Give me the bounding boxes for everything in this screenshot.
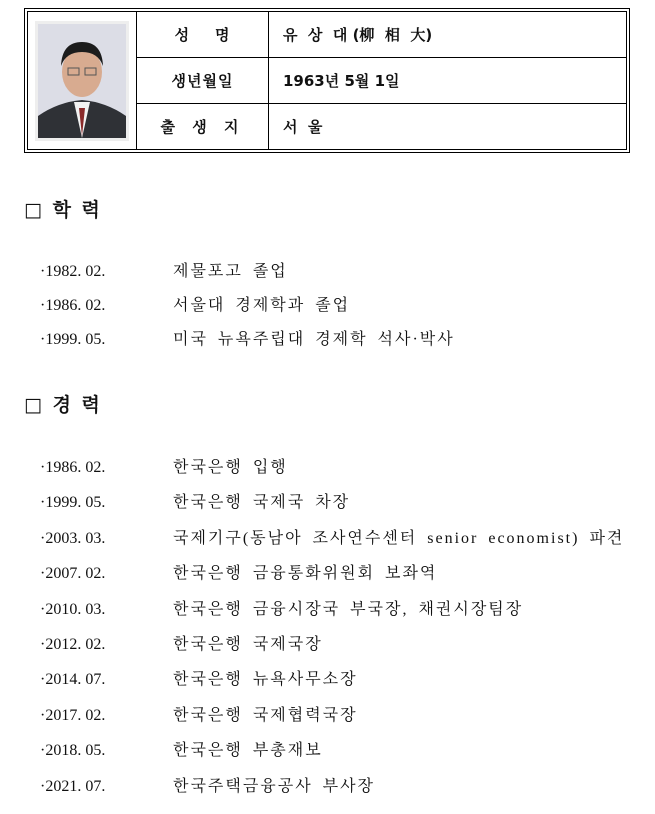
- item-date: ·2017. 02.: [40, 706, 106, 724]
- career-item: [40, 525, 624, 548]
- item-date: ·1999. 05.: [40, 494, 106, 512]
- item-description: 한국은행 뉴욕사무소장: [173, 671, 358, 689]
- career-item: [40, 773, 375, 796]
- education-item: [40, 326, 455, 349]
- item-date: ·2018. 05.: [40, 742, 106, 760]
- item-description: 한국은행 금융통화위원회 보좌역: [173, 565, 438, 583]
- item-date: ·2010. 03.: [40, 600, 106, 618]
- item-description: 한국은행 국제국 차장: [173, 494, 351, 512]
- item-description: 서울대 경제학과 졸업: [173, 297, 351, 314]
- career-item: [40, 596, 523, 619]
- item-description: 한국은행 입행: [173, 459, 288, 476]
- profile-table: [24, 8, 630, 153]
- item-date: ·1999. 05.: [40, 331, 106, 348]
- career-item: [40, 489, 350, 512]
- name-value: 유 상 대 (柳 相 大): [269, 12, 627, 58]
- item-date: ·2007. 02.: [40, 565, 106, 583]
- career-item: [40, 560, 437, 583]
- education-item: [40, 292, 350, 315]
- origin-label: 출 생 지: [137, 103, 269, 149]
- item-date: ·2021. 07.: [40, 777, 106, 795]
- item-date: ·2003. 03.: [40, 529, 106, 547]
- career-item: [40, 631, 323, 654]
- item-date: ·1982. 02.: [40, 263, 106, 280]
- item-description: 한국은행 부총재보: [173, 742, 323, 760]
- birth-label: 생년월일: [137, 57, 269, 103]
- education-item: [40, 258, 288, 281]
- name-label: 성 명: [137, 12, 269, 58]
- item-description: 제물포고 졸업: [173, 263, 288, 280]
- item-description: 한국주택금융공사 부사장: [173, 777, 376, 795]
- origin-value: 서 울: [269, 103, 627, 149]
- item-date: ·1986. 02.: [40, 297, 106, 314]
- education-heading: □ 학 력: [24, 199, 100, 221]
- career-heading: □ 경 력: [24, 394, 100, 416]
- item-description: 미국 뉴욕주립대 경제학 석사·박사: [173, 331, 455, 348]
- photo-cell: [28, 12, 137, 150]
- career-item: [40, 702, 358, 725]
- career-item: [40, 454, 288, 477]
- item-date: ·1986. 02.: [40, 459, 106, 476]
- birth-value: 1963년 5월 1일: [269, 57, 627, 103]
- career-item: [40, 737, 323, 760]
- item-date: ·2014. 07.: [40, 671, 106, 689]
- item-description: 국제기구(동남아 조사연수센터 senior economist) 파견: [173, 529, 625, 547]
- career-item: [40, 666, 358, 689]
- item-description: 한국은행 국제협력국장: [173, 706, 358, 724]
- portrait-photo: [35, 21, 129, 141]
- item-description: 한국은행 국제국장: [173, 636, 323, 653]
- item-date: ·2012. 02.: [40, 636, 106, 653]
- item-description: 한국은행 금융시장국 부국장, 채권시장팀장: [173, 600, 524, 618]
